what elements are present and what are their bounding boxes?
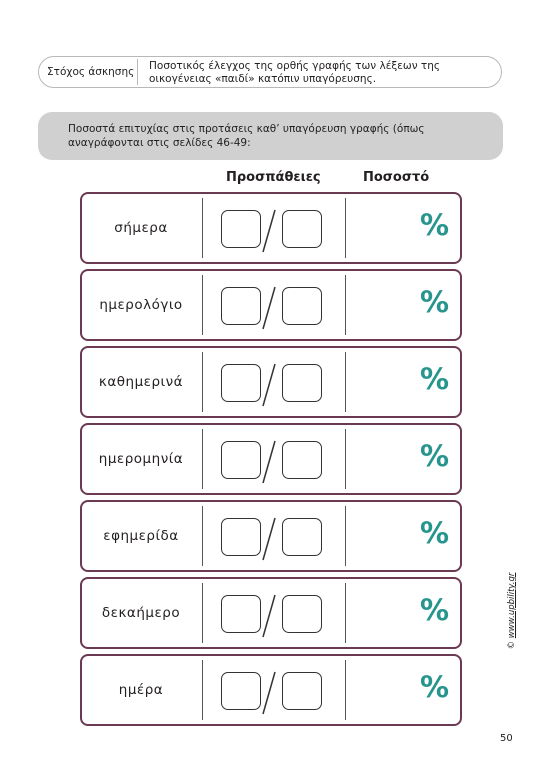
table-row: [80, 500, 462, 572]
attempt-box-total[interactable]: [282, 364, 322, 402]
page-number: 50: [500, 733, 513, 744]
attempt-box-total[interactable]: [282, 210, 322, 248]
slash-separator: [253, 362, 285, 408]
row-divider: [202, 660, 203, 720]
table-row: [80, 423, 462, 495]
copyright-notice: [507, 561, 517, 661]
column-header-percent: Ποσοστό: [363, 170, 430, 185]
row-word: ημέρα: [118, 682, 164, 698]
row-word: καθημερινά: [98, 374, 184, 390]
percent-symbol: %: [420, 516, 450, 550]
row-word: ημερολόγιο: [99, 297, 183, 313]
attempt-box-total[interactable]: [282, 287, 322, 325]
goal-label: Στόχος άσκησης: [47, 66, 135, 78]
instruction-box: [38, 112, 503, 160]
row-word: ημερομηνία: [98, 451, 184, 467]
exercise-goal-box: [38, 56, 502, 88]
row-divider: [345, 275, 346, 335]
instruction-text: Ποσοστά επιτυχίας στις προτάσεις καθ’ υπαγόρευση γραφής (όπως αναγράφονται στις σελίδες 46-49:: [68, 123, 425, 149]
row-word: σήμερα: [114, 220, 168, 236]
attempt-box-total[interactable]: [282, 672, 322, 710]
row-divider: [345, 198, 346, 258]
slash-separator: [253, 439, 285, 485]
slash-separator: [253, 285, 285, 331]
table-row: [80, 346, 462, 418]
attempt-box-total[interactable]: [282, 518, 322, 556]
row-divider: [202, 506, 203, 566]
copyright-symbol: ©: [507, 640, 517, 650]
slash-separator: [253, 670, 285, 716]
attempt-box-total[interactable]: [282, 595, 322, 633]
percent-symbol: %: [420, 439, 450, 473]
row-divider: [345, 506, 346, 566]
row-word: εφημερίδα: [103, 528, 179, 544]
slash-separator: [253, 516, 285, 562]
percent-symbol: %: [420, 362, 450, 396]
percent-symbol: %: [420, 670, 450, 704]
slash-separator: [253, 593, 285, 639]
table-row: [80, 269, 462, 341]
row-divider: [202, 275, 203, 335]
row-divider: [202, 198, 203, 258]
percent-symbol: %: [420, 593, 450, 627]
table-row: [80, 577, 462, 649]
row-divider: [202, 583, 203, 643]
row-divider: [345, 583, 346, 643]
goal-text: Ποσοτικός έλεγχος της ορθής γραφής των λέξεων της οικογένειας «παιδί» κατόπιν υπαγόρευσης.: [149, 60, 441, 85]
column-header-attempts: Προσπάθειες: [226, 170, 321, 185]
attempt-box-total[interactable]: [282, 441, 322, 479]
website-link[interactable]: www.upbility.gr: [507, 572, 517, 639]
percent-symbol: %: [420, 208, 450, 242]
goal-divider: [137, 59, 138, 85]
percent-symbol: %: [420, 285, 450, 319]
row-word: δεκαήμερο: [101, 605, 181, 621]
table-row: [80, 654, 462, 726]
row-divider: [202, 352, 203, 412]
row-divider: [345, 352, 346, 412]
row-divider: [345, 429, 346, 489]
row-divider: [345, 660, 346, 720]
slash-separator: [253, 208, 285, 254]
table-row: [80, 192, 462, 264]
row-divider: [202, 429, 203, 489]
